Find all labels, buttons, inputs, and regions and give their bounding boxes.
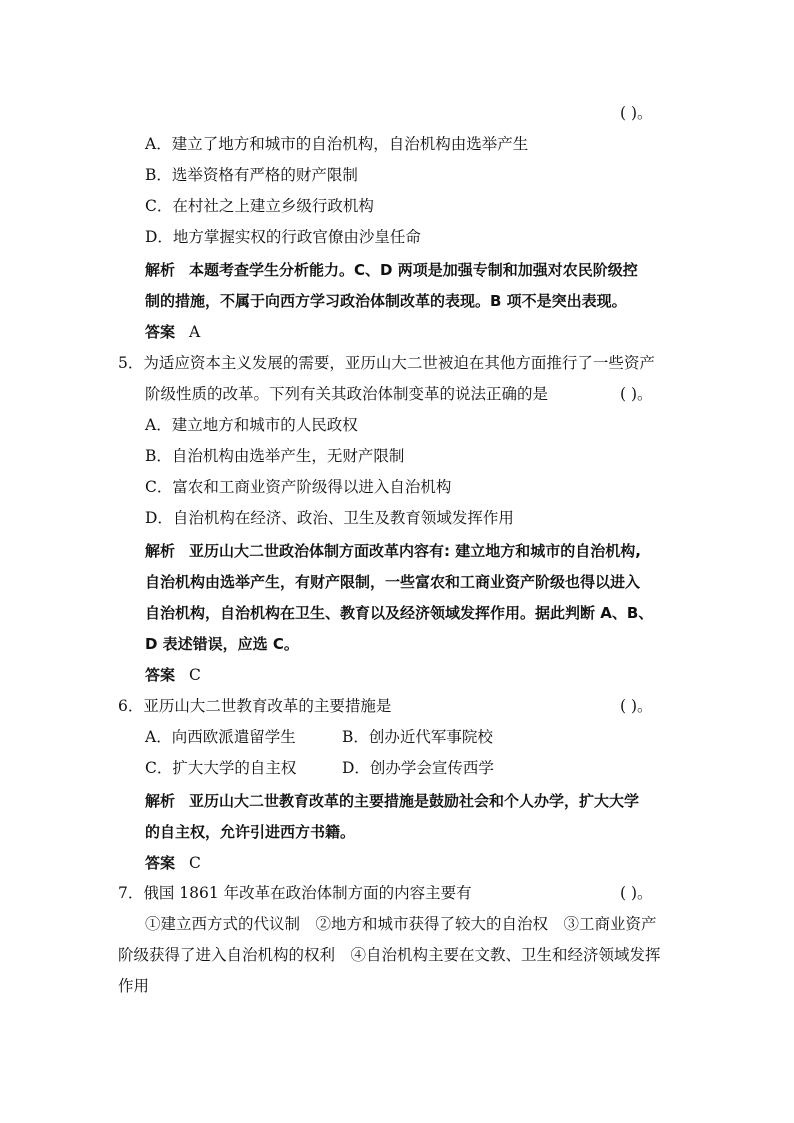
q5-option-b: B．自治机构由选举产生，无财产限制 [145, 447, 405, 465]
q6-analysis-text-1: 亚历山大二世教育改革的主要措施是鼓励社会和个人办学，扩大大学 [189, 792, 640, 810]
q6-analysis-line-1 [145, 791, 639, 811]
q7-items-line-1: ①建立西方式的代议制 ②地方和城市获得了较大的自治权 ③工商业资产 [145, 915, 657, 933]
q4-analysis-text-1: 本题考查学生分析能力。C、D 两项是加强专制和加强对农民阶级控 [189, 261, 638, 279]
q6-option-d: D．创办学会宣传西学 [342, 759, 494, 777]
q5-analysis-line-3: 自治机构，自治机构在卫生、教育以及经济领域发挥作用。据此判断 A、B、 [145, 604, 654, 622]
q6-analysis-line-2: 的自主权，允许引进西方书籍。 [145, 823, 356, 841]
q7-stem: 7．俄国 1861 年改革在政治体制方面的内容主要有 [118, 884, 472, 902]
q6-option-c: C．扩大大学的自主权 [145, 759, 297, 777]
q4-answer-paren: ( )。 [620, 104, 653, 122]
q6-option-b: B．创办近代军事院校 [342, 728, 493, 746]
q6-option-a: A．向西欧派遣留学生 [145, 728, 296, 746]
q5-analysis-label: 解析 [145, 542, 176, 560]
q6-answer-paren: ( )。 [620, 697, 653, 715]
q7-answer-paren: ( )。 [620, 884, 653, 902]
q4-option-b: B．选举资格有严格的财产限制 [145, 166, 358, 184]
q4-answer-label: 答案 [145, 323, 176, 341]
q7-items-line-3: 作用 [118, 977, 150, 995]
q4-analysis-line-1 [145, 260, 638, 280]
q5-analysis-line-4: D 表述错误，应选 C。 [145, 635, 299, 653]
q4-answer [145, 322, 200, 342]
q6-answer-label: 答案 [145, 854, 176, 872]
q5-answer-paren: ( )。 [620, 385, 653, 403]
q6-answer-value: C [189, 854, 201, 872]
q4-option-c: C．在村社之上建立乡级行政机构 [145, 197, 374, 215]
q4-answer-value: A [189, 323, 201, 341]
q6-answer [145, 853, 201, 873]
q5-answer-label: 答案 [145, 666, 176, 684]
q5-analysis-text-1: 亚历山大二世政治体制方面改革内容有: 建立地方和城市的自治机构, [189, 542, 641, 560]
q5-analysis-line-1 [145, 541, 641, 561]
q7-items-line-2: 阶级获得了进入自治机构的权利 ④自治机构主要在文教、卫生和经济领域发挥 [118, 946, 661, 964]
q5-stem-line-2: 阶级性质的改革。下列有关其政治体制变革的说法正确的是 [145, 385, 549, 403]
q4-analysis-line-2: 制的措施，不属于向西方学习政治体制改革的表现。B 项不是突出表现。 [145, 292, 627, 310]
q4-analysis-label: 解析 [145, 261, 176, 279]
q4-option-a: A．建立了地方和城市的自治机构，自治机构由选举产生 [145, 135, 529, 153]
q4-option-d: D．地方掌握实权的行政官僚由沙皇任命 [145, 228, 421, 246]
q5-option-d: D．自治机构在经济、政治、卫生及教育领域发挥作用 [145, 509, 514, 527]
q5-answer [145, 665, 201, 685]
q5-stem-line-1: 5．为适应资本主义发展的需要，亚历山大二世被迫在其他方面推行了一些资产 [118, 354, 655, 372]
q6-analysis-label: 解析 [145, 792, 176, 810]
q5-option-c: C．富农和工商业资产阶级得以进入自治机构 [145, 478, 452, 496]
q5-option-a: A．建立地方和城市的人民政权 [145, 416, 358, 434]
q5-analysis-line-2: 自治机构由选举产生，有财产限制，一些富农和工商业资产阶级也得以进入 [145, 573, 641, 591]
q5-answer-value: C [189, 666, 201, 684]
q6-stem: 6．亚历山大二世教育改革的主要措施是 [118, 697, 392, 715]
